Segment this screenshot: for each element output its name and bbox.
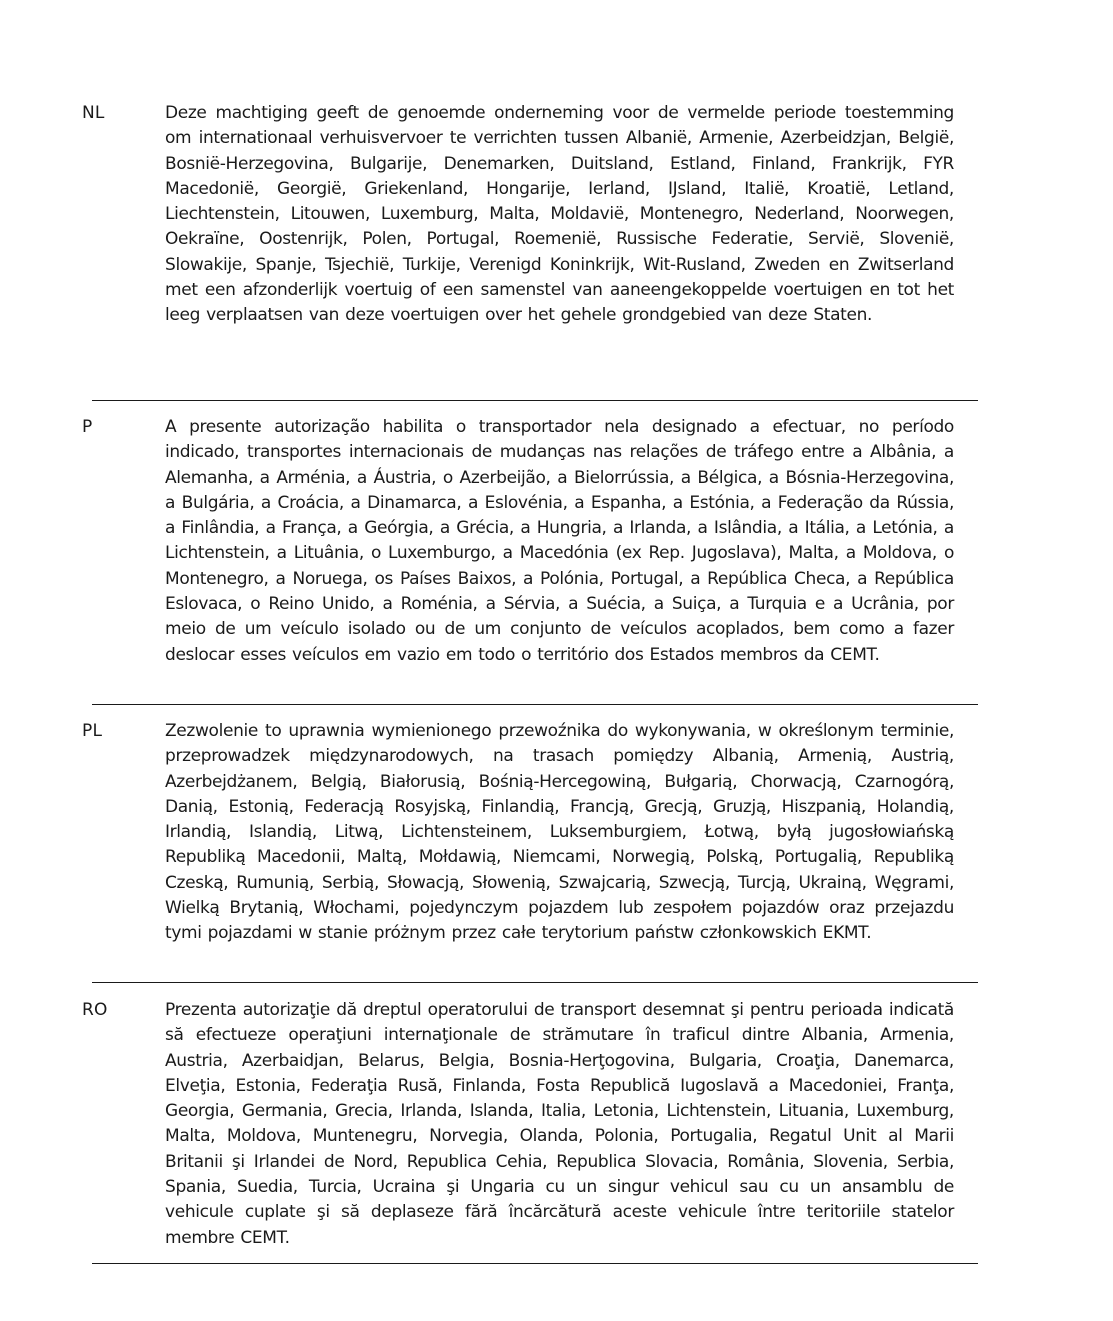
section-divider — [92, 982, 978, 983]
authorization-text: A presente autorização habilita o transportador nela designado a efectuar, no período indicado, transportes internacionais de mudanças nas relações de tráfego entre a Albânia, a Alemanha, a Arménia, a Áustria, o Azerbeijão, a Bielorrússia, a Bélgica, a Bósnia-Herzegovina, a Bulgária, a Croácia, a Dinamarca, a Eslovénia, a Espanha, a Estónia, a Federação da Rússia, a Finlândia, a França, a Geórgia, a Grécia, a Hungria, a Irlanda, a Islândia, a Itália, a Letónia, a Lichtenstein, a Lituânia, o Luxemburgo, a Macedónia (ex Rep. Jugoslava), Malta, a Moldova, o Montenegro, a Noruega, os Países Baixos, a Polónia, Portugal, a República Checa, a República Eslovaca, o Reino Unido, a Roménia, a Sérvia, a Suécia, a Suiça, a Turquia e a Ucrânia, por meio de um veículo isolado ou de um conjunto de veículos acoplados, bem como a fazer deslocar esses veículos em vazio em todo o território dos Estados membros da CEMT. — [165, 417, 954, 665]
section-divider — [92, 400, 978, 401]
section-divider — [92, 1263, 978, 1264]
language-code: P — [82, 417, 93, 437]
authorization-text: Zezwolenie to uprawnia wymienionego przewoźnika do wykonywania, w określonym terminie, przeprowadzek międzynarodowych, na trasach pomiędzy Albanią, Armenią, Austrią, Azerbejdżanem, Belgią, Białorusią, Bośnią-Hercegowiną, Bułgarią, Chorwacją, Czarnogórą, Danią, Estonią, Federacją Rosyjską, Finlandią, Francją, Grecją, Gruzją, Hiszpanią, Holandią, Irlandią, Islandią, Litwą, Lichtensteinem, Luksemburgiem, Łotwą, byłą jugosłowiańską Republiką Macedonii, Maltą, Mołdawią, Niemcami, Norwegią, Polską, Portugalią, Republiką Czeską, Rumunią, Serbią, Słowacją, Słowenią, Szwajcarią, Szwecją, Turcją, Ukrainą, Węgrami, Wielką Brytanią, Włochami, pojedynczym pojazdem lub zespołem pojazdów oraz przejazdu tymi pojazdami w stanie próżnym przez całe terytorium państw członkowskich EKMT. — [165, 721, 954, 944]
language-code: NL — [82, 103, 105, 123]
authorization-text: Prezenta autorizaţie dă dreptul operatorului de transport desemnat şi pentru perioada indicată să efectueze operaţiuni internaţionale de strămutare în traficul dintre Albania, Armenia, Austria, Azerbaidjan, Belarus, Belgia, Bosnia-Herţogovina, Bulgaria, Croaţia, Danemarca, Elveţia, Estonia, Federaţia Rusă, Finlanda, Fosta Republică Iugoslavă a Macedoniei, Franţa, Georgia, Germania, Grecia, Irlanda, Islanda, Italia, Letonia, Lichtenstein, Lituania, Luxemburg, Malta, Moldova, Muntenegru, Norvegia, Olanda, Polonia, Portugalia, Regatul Unit al Marii Britanii şi Irlandei de Nord, Republica Cehia, Republica Slovacia, România, Slovenia, Serbia, Spania, Suedia, Turcia, Ucraina şi Ungaria cu un singur vehicul sau cu un ansamblu de vehicule cuplate şi să deplaseze fără încărcătură aceste vehicule între teritoriile statelor membre CEMT. — [165, 1000, 954, 1248]
language-code: PL — [82, 721, 103, 741]
section-divider — [92, 704, 978, 705]
language-code: RO — [82, 1000, 108, 1020]
authorization-text: Deze machtiging geeft de genoemde onderneming voor de vermelde periode toestemming om internationaal verhuisvervoer te verrichten tussen Albanië, Armenie, Azerbeidzjan, België, Bosnië-Herzegovina, Bulgarije, Denemarken, Duitsland, Estland, Finland, Frankrijk, FYR Macedonië, Georgië, Griekenland, Hongarije, Ierland, IJsland, Italië, Kroatië, Letland, Liechtenstein, Litouwen, Luxemburg, Malta, Moldavië, Montenegro, Nederland, Noorwegen, Oekraïne, Oostenrijk, Polen, Portugal, Roemenië, Russische Federatie, Servië, Slovenië, Slowakije, Spanje, Tsjechië, Turkije, Verenigd Koninkrijk, Wit-Rusland, Zweden en Zwitserland met een afzonderlijk voertuig of een samenstel van aaneengekoppelde voertuigen en tot het leeg verplaatsen van deze voertuigen over het gehele grondgebied van deze Staten. — [165, 103, 954, 326]
